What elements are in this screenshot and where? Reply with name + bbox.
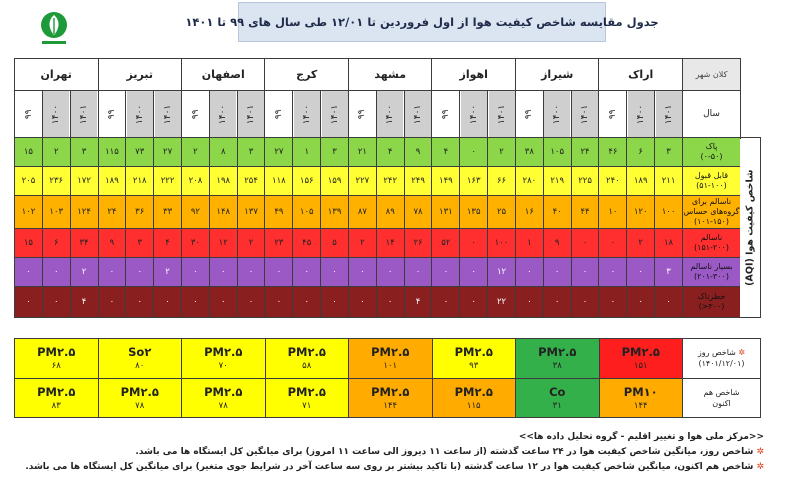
category-range: (۱۵۱-۲۰۰) xyxy=(694,243,729,253)
aqi-day-count: ۰ xyxy=(376,286,404,317)
year-header: ۱۴۰۰ xyxy=(627,91,655,138)
pollutant-name: PM۲.۵ xyxy=(204,384,243,399)
year-header: ۹۹ xyxy=(599,91,627,138)
category-label xyxy=(682,167,740,196)
aqi-day-count: ۰ xyxy=(42,258,70,287)
asterisk-icon: ✲ xyxy=(756,462,764,472)
city-header: تهران xyxy=(15,59,99,91)
aqi-day-count: ۲ xyxy=(182,138,210,167)
aqi-day-count: ۰ xyxy=(15,258,43,287)
pollutant-cell xyxy=(98,339,182,379)
category-name: پاک xyxy=(705,142,718,152)
pollutant-cell xyxy=(432,339,516,379)
aqi-day-count: ۰ xyxy=(15,286,43,317)
pollutant-name: PM۲.۵ xyxy=(204,345,243,360)
city-header: تبریز xyxy=(98,59,182,91)
aqi-day-count: ۰ xyxy=(126,258,154,287)
summary-row-title-2: اکنون xyxy=(712,398,731,408)
aqi-day-count: ۲۲۵ xyxy=(571,167,599,196)
aqi-day-count: ۴ xyxy=(154,229,182,258)
aqi-day-count: ۲۴۲ xyxy=(376,167,404,196)
pollutant-name: PM۲.۵ xyxy=(287,384,326,399)
aqi-day-count: ۰ xyxy=(599,286,627,317)
source-note: <<مرکز ملی هوا و تغییر اقلیم - گروه تحلیل داده ها>> xyxy=(518,432,764,442)
aqi-day-count: ۰ xyxy=(182,258,210,287)
aqi-day-count: ۰ xyxy=(543,286,571,317)
year-header: ۱۴۰۰ xyxy=(126,91,154,138)
summary-row-title: ✲ شاخص روز xyxy=(697,348,746,358)
aqi-day-count: ۴ xyxy=(70,286,98,317)
year-header: ۹۹ xyxy=(265,91,293,138)
aqi-day-count: ۴۵ xyxy=(293,229,321,258)
aqi-day-count: ۱۲۰ xyxy=(627,195,655,228)
aqi-day-count: ۳۶ xyxy=(126,195,154,228)
aqi-day-count: ۰ xyxy=(348,258,376,287)
aqi-day-count: ۰ xyxy=(515,258,543,287)
pollutant-value: ۱۱۵ xyxy=(466,400,481,411)
side-spacer xyxy=(740,91,760,138)
aqi-day-count: ۲۱۱ xyxy=(655,167,683,196)
aqi-day-count: ۰ xyxy=(265,286,293,317)
year-header: ۱۴۰۱ xyxy=(321,91,349,138)
pollutant-value: ۷۱ xyxy=(302,400,312,411)
pollutant-value: ۷۸ xyxy=(135,400,145,411)
aqi-comparison-table xyxy=(14,58,760,318)
aqi-day-count: ۰ xyxy=(515,286,543,317)
year-header: ۹۹ xyxy=(348,91,376,138)
aqi-day-count: ۱۰۲ xyxy=(15,195,43,228)
year-row-label: سال xyxy=(682,91,740,138)
pollutant-value: ۱۰۱ xyxy=(383,361,398,372)
aqi-day-count: ۰ xyxy=(432,286,460,317)
aqi-day-count: ۱۰۳ xyxy=(42,195,70,228)
note-daily-index xyxy=(34,445,764,460)
aqi-day-count: ۰ xyxy=(599,258,627,287)
category-range: (۵۱-۱۰۰) xyxy=(696,181,727,190)
aqi-day-count: ۱ xyxy=(515,229,543,258)
aqi-day-count: ۲۲ xyxy=(488,286,516,317)
aqi-day-count: ۵۲ xyxy=(432,229,460,258)
aqi-day-count: ۲ xyxy=(348,229,376,258)
aqi-day-count: ۰ xyxy=(571,286,599,317)
aqi-day-count: ۰ xyxy=(209,286,237,317)
aqi-day-count: ۰ xyxy=(265,258,293,287)
asterisk-icon: ✲ xyxy=(756,447,764,457)
aqi-day-count: ۳۴ xyxy=(70,229,98,258)
pollutant-cell xyxy=(599,378,683,418)
aqi-day-count: ۲۰۵ xyxy=(15,167,43,196)
aqi-day-count: ۴ xyxy=(376,138,404,167)
aqi-day-count: ۰ xyxy=(460,229,488,258)
pollutant-value: ۸۳ xyxy=(51,400,61,411)
category-name: خطرناک xyxy=(697,291,726,301)
aqi-day-count: ۲۸۰ xyxy=(515,167,543,196)
environment-org-logo xyxy=(33,8,75,48)
aqi-day-count: ۲۵۴ xyxy=(237,167,265,196)
aqi-day-count: ۱۴۹ xyxy=(432,167,460,196)
pollutant-name: Co xyxy=(549,384,566,399)
aqi-day-count: ۱۰۰ xyxy=(655,195,683,228)
pollutant-cell xyxy=(182,339,266,379)
aqi-day-count: ۱۲۴ xyxy=(70,195,98,228)
category-name: بسیار ناسالم xyxy=(690,261,733,271)
aqi-day-count: ۱۸۹ xyxy=(98,167,126,196)
aqi-day-count: ۰ xyxy=(348,286,376,317)
asterisk-icon: ✲ xyxy=(735,348,746,358)
aqi-day-count: ۰ xyxy=(460,286,488,317)
aqi-day-count: ۱۲ xyxy=(209,229,237,258)
pollutant-name: PM۱۰ xyxy=(623,384,658,399)
aqi-day-count: ۳۰ xyxy=(182,229,210,258)
aqi-day-count: ۲ xyxy=(627,229,655,258)
pollutant-name: PM۲.۵ xyxy=(454,345,493,360)
year-header: ۱۴۰۰ xyxy=(293,91,321,138)
aqi-day-count: ۱۳۷ xyxy=(237,195,265,228)
aqi-day-count: ۱۵ xyxy=(15,229,43,258)
pollutant-cell xyxy=(15,378,99,418)
year-header: ۱۴۰۰ xyxy=(209,91,237,138)
aqi-day-count: ۳۸ xyxy=(515,138,543,167)
category-range: (۰-۵۰) xyxy=(700,152,723,162)
year-header: ۱۴۰۰ xyxy=(42,91,70,138)
pollutant-name: PM۲.۵ xyxy=(371,345,410,360)
aqi-day-count: ۰ xyxy=(98,286,126,317)
aqi-day-count: ۲۶ xyxy=(404,229,432,258)
aqi-day-count: ۲۴ xyxy=(571,138,599,167)
pollutant-value: ۱۴۴ xyxy=(633,400,648,411)
aqi-day-count: ۲۰۸ xyxy=(182,167,210,196)
aqi-day-count: ۱۵ xyxy=(15,138,43,167)
category-name: ناسالم برای گروه‌های حساس xyxy=(683,197,740,217)
pollutant-cell xyxy=(516,339,600,379)
aqi-day-count: ۴۴ xyxy=(571,195,599,228)
pollutant-cell xyxy=(349,339,433,379)
aqi-day-count: ۰ xyxy=(293,258,321,287)
pollutant-value: ۶۸ xyxy=(51,361,61,372)
aqi-day-count: ۳ xyxy=(70,138,98,167)
aqi-day-count: ۱۰ xyxy=(599,195,627,228)
aqi-day-count: ۰ xyxy=(627,286,655,317)
aqi-day-count: ۲ xyxy=(237,229,265,258)
category-label xyxy=(682,229,740,258)
aqi-day-count: ۲ xyxy=(42,138,70,167)
aqi-day-count: ۱۰۵ xyxy=(293,195,321,228)
aqi-day-count: ۶۶ xyxy=(488,167,516,196)
pollutant-cell xyxy=(98,378,182,418)
pollutant-value: ۳۸ xyxy=(552,361,562,372)
aqi-day-count: ۰ xyxy=(432,258,460,287)
aqi-day-count: ۱۵۹ xyxy=(321,167,349,196)
aqi-day-count: ۱۸۹ xyxy=(627,167,655,196)
aqi-day-count: ۲۲۲ xyxy=(154,167,182,196)
aqi-day-count: ۰ xyxy=(571,258,599,287)
category-name: ناسالم xyxy=(700,233,723,243)
pollutant-value: ۵۸ xyxy=(302,361,312,372)
aqi-day-count: ۳ xyxy=(321,138,349,167)
aqi-side-label: شاخص کیفیت هوا (AQI) xyxy=(740,138,760,318)
aqi-day-count: ۲ xyxy=(488,138,516,167)
note-daily-text: شاخص روز، میانگین شاخص کیفیت هوا در ۲۴ ساعت گذشته (از ساعت ۱۱ دیروز الی ساعت ۱۱ امروز) برای میانگین کل ایستگاه ها می باشد. xyxy=(135,447,754,457)
aqi-day-count: ۲۳۶ xyxy=(42,167,70,196)
aqi-day-count: ۲ xyxy=(70,258,98,287)
corner-header: کلان شهر xyxy=(682,59,740,91)
city-header: کرج xyxy=(265,59,348,91)
city-header: اراک xyxy=(599,59,683,91)
aqi-day-count: ۰ xyxy=(237,286,265,317)
aqi-day-count: ۴ xyxy=(432,138,460,167)
aqi-day-count: ۲۷ xyxy=(265,138,293,167)
aqi-day-count: ۲۵ xyxy=(488,195,516,228)
year-header: ۱۴۰۱ xyxy=(571,91,599,138)
aqi-day-count: ۲۲۷ xyxy=(348,167,376,196)
pollutant-name: PM۲.۵ xyxy=(621,345,660,360)
aqi-day-count: ۱۴۸ xyxy=(209,195,237,228)
aqi-day-count: ۱۷۲ xyxy=(70,167,98,196)
summary-row-label xyxy=(683,339,761,379)
city-header: اهواز xyxy=(432,59,516,91)
aqi-day-count: ۳ xyxy=(237,138,265,167)
category-range: (۲۰۱-۳۰۰) xyxy=(694,271,729,281)
aqi-day-count: ۰ xyxy=(321,286,349,317)
aqi-day-count: ۰ xyxy=(543,258,571,287)
aqi-day-count: ۱۴ xyxy=(376,229,404,258)
aqi-day-count: ۲۷ xyxy=(154,138,182,167)
aqi-day-count: ۷۸ xyxy=(404,195,432,228)
pollutant-value: ۱۴۴ xyxy=(383,400,398,411)
category-label xyxy=(682,138,740,167)
pollutant-cell xyxy=(182,378,266,418)
aqi-day-count: ۱۲ xyxy=(488,258,516,287)
aqi-day-count: ۲۴۰ xyxy=(599,167,627,196)
aqi-day-count: ۴۶ xyxy=(599,138,627,167)
aqi-day-count: ۲۱ xyxy=(348,138,376,167)
pollutant-value: ۱۵۱ xyxy=(633,361,648,372)
year-header: ۹۹ xyxy=(15,91,43,138)
aqi-day-count: ۴۰ xyxy=(543,195,571,228)
year-header: ۱۴۰۱ xyxy=(488,91,516,138)
aqi-day-count: ۱۶ xyxy=(515,195,543,228)
aqi-day-count: ۶ xyxy=(627,138,655,167)
year-header: ۱۴۰۱ xyxy=(237,91,265,138)
aqi-day-count: ۱ xyxy=(293,138,321,167)
aqi-day-count: ۹۲ xyxy=(182,195,210,228)
aqi-day-count: ۱۳۵ xyxy=(460,195,488,228)
aqi-day-count: ۰ xyxy=(209,258,237,287)
aqi-day-count: ۱۹۸ xyxy=(209,167,237,196)
aqi-day-count: ۰ xyxy=(404,258,432,287)
pollutant-cell xyxy=(15,339,99,379)
year-header: ۱۴۰۱ xyxy=(154,91,182,138)
aqi-day-count: ۳ xyxy=(655,138,683,167)
summary-row-label xyxy=(683,378,761,418)
note-current-index xyxy=(25,460,764,475)
year-header: ۹۹ xyxy=(98,91,126,138)
aqi-day-count: ۱۶۳ xyxy=(460,167,488,196)
pollutant-name: So۲ xyxy=(128,345,152,360)
pollutant-name: PM۲.۵ xyxy=(371,384,410,399)
aqi-day-count: ۰ xyxy=(154,286,182,317)
pollutant-value: ۷۸ xyxy=(218,400,228,411)
aqi-day-count: ۰ xyxy=(237,258,265,287)
aqi-day-count: ۲۱۸ xyxy=(126,167,154,196)
pollutant-name: PM۲.۵ xyxy=(287,345,326,360)
year-header: ۱۴۰۰ xyxy=(460,91,488,138)
aqi-day-count: ۳۳ xyxy=(154,195,182,228)
year-header: ۱۴۰۱ xyxy=(655,91,683,138)
year-header: ۹۹ xyxy=(515,91,543,138)
aqi-day-count: ۰ xyxy=(293,286,321,317)
side-spacer xyxy=(740,59,760,91)
city-header: مشهد xyxy=(348,59,431,91)
aqi-day-count: ۰ xyxy=(321,258,349,287)
aqi-day-count: ۹ xyxy=(404,138,432,167)
aqi-day-count: ۲۳ xyxy=(265,229,293,258)
year-header: ۱۴۰۱ xyxy=(70,91,98,138)
category-range: (۳۰۰<) xyxy=(698,301,725,311)
year-header: ۱۴۰۰ xyxy=(543,91,571,138)
pollutant-value: ۳۱ xyxy=(552,400,562,411)
year-header: ۱۴۰۰ xyxy=(376,91,404,138)
pollutant-cell xyxy=(265,339,349,379)
aqi-day-count: ۸۷ xyxy=(348,195,376,228)
pollutant-cell xyxy=(516,378,600,418)
aqi-day-count: ۱۵۶ xyxy=(293,167,321,196)
page-title: جدول مقایسه شاخص کیفیت هوا از اول فروردین تا ۱۲/۰۱ طی سال های ۹۹ تا ۱۴۰۱ xyxy=(185,15,659,29)
note-current-text: شاخص هم اکنون، میانگین شاخص کیفیت هوا در ۱۲ ساعت گذشته (با تاکید بیشتر بر روی سه ساعت آخر در شرایط جوی متغیر) برای میانگین کل ایستگاه ها می باشد. xyxy=(25,462,754,472)
aqi-day-count: ۱۱۸ xyxy=(265,167,293,196)
aqi-day-count: ۲۴۹ xyxy=(404,167,432,196)
aqi-day-count: ۴۹ xyxy=(265,195,293,228)
pollutant-cell xyxy=(599,339,683,379)
pollutant-name: PM۲.۵ xyxy=(120,384,159,399)
aqi-day-count: ۰ xyxy=(182,286,210,317)
pollutant-cell xyxy=(349,378,433,418)
year-header: ۱۴۰۱ xyxy=(404,91,432,138)
category-label xyxy=(682,258,740,287)
aqi-day-count: ۳ xyxy=(655,258,683,287)
city-header: شیراز xyxy=(515,59,599,91)
aqi-day-count: ۰ xyxy=(126,286,154,317)
aqi-day-count: ۹ xyxy=(98,229,126,258)
aqi-day-count: ۰ xyxy=(599,229,627,258)
aqi-day-count: ۱۳۱ xyxy=(432,195,460,228)
category-range: (۱۰۱-۱۵۰) xyxy=(694,217,729,227)
pollutant-value: ۸۰ xyxy=(135,361,145,372)
aqi-day-count: ۱۳۹ xyxy=(321,195,349,228)
pollutant-name: PM۲.۵ xyxy=(37,345,76,360)
aqi-day-count: ۱۰۵ xyxy=(543,138,571,167)
aqi-day-count: ۰ xyxy=(655,286,683,317)
aqi-day-count: ۷۳ xyxy=(126,138,154,167)
aqi-day-count: ۰ xyxy=(627,258,655,287)
aqi-day-count: ۸۹ xyxy=(376,195,404,228)
aqi-day-count: ۰ xyxy=(460,138,488,167)
page-title-box xyxy=(185,2,659,42)
aqi-day-count: ۹ xyxy=(543,229,571,258)
aqi-day-count: ۰ xyxy=(460,258,488,287)
pollutant-value: ۹۳ xyxy=(469,361,479,372)
aqi-day-count: ۱۸ xyxy=(655,229,683,258)
aqi-day-count: ۲۱۹ xyxy=(543,167,571,196)
aqi-day-count: ۲ xyxy=(154,258,182,287)
year-header: ۹۹ xyxy=(432,91,460,138)
aqi-day-count: ۲۴ xyxy=(98,195,126,228)
year-header: ۹۹ xyxy=(182,91,210,138)
pollutant-name: PM۲.۵ xyxy=(538,345,577,360)
aqi-day-count: ۱۱۵ xyxy=(98,138,126,167)
aqi-day-count: ۵ xyxy=(321,229,349,258)
aqi-day-count: ۴ xyxy=(404,286,432,317)
pollutant-name: PM۲.۵ xyxy=(454,384,493,399)
pollutant-cell xyxy=(265,378,349,418)
city-header: اصفهان xyxy=(182,59,265,91)
category-label xyxy=(682,286,740,317)
aqi-day-count: ۳ xyxy=(126,229,154,258)
aqi-day-count: ۶ xyxy=(42,229,70,258)
aqi-day-count: ۱۰۰ xyxy=(488,229,516,258)
aqi-day-count: ۰ xyxy=(571,229,599,258)
category-label xyxy=(682,195,740,228)
pollutant-value: ۷۰ xyxy=(218,361,228,372)
pollutant-name: PM۲.۵ xyxy=(37,384,76,399)
aqi-day-count: ۰ xyxy=(376,258,404,287)
aqi-day-count: ۸ xyxy=(209,138,237,167)
pollutant-summary-table xyxy=(14,338,760,418)
aqi-day-count: ۰ xyxy=(42,286,70,317)
category-name: قابل قبول xyxy=(694,171,729,180)
summary-row-date: (۱۴۰۱/۱۲/۰۱) xyxy=(698,359,745,369)
aqi-day-count: ۰ xyxy=(98,258,126,287)
notes-section xyxy=(25,430,764,475)
summary-row-title: شاخص هم xyxy=(703,387,740,397)
pollutant-cell xyxy=(432,378,516,418)
